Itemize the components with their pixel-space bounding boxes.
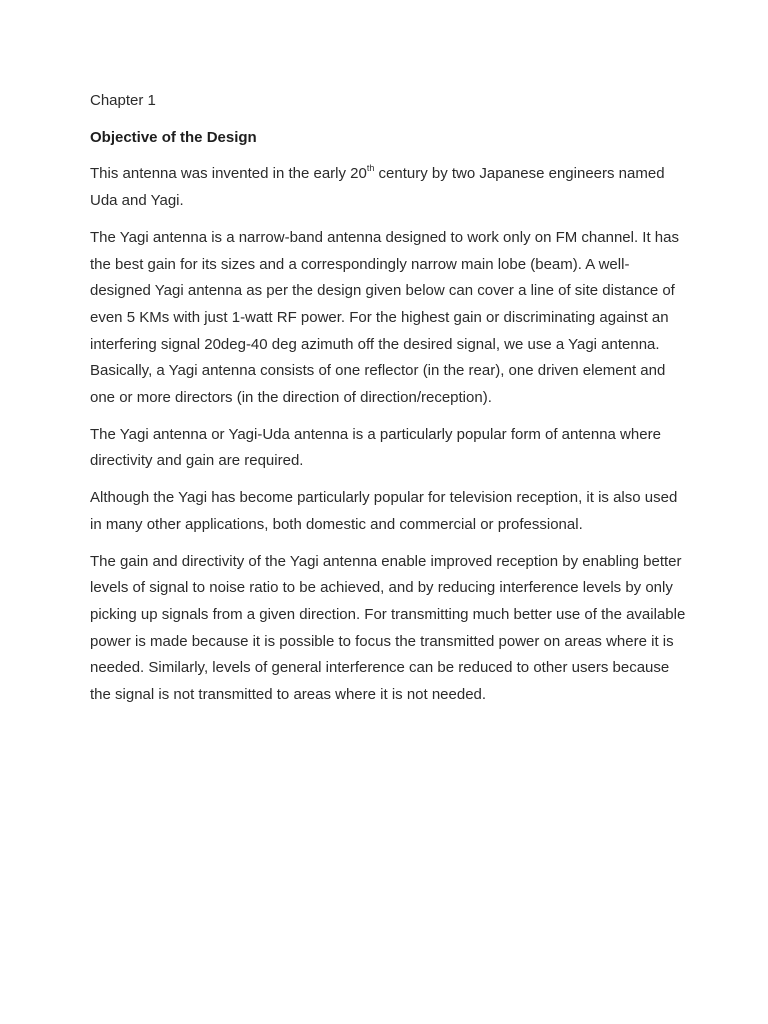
chapter-label: Chapter 1 — [90, 92, 156, 109]
paragraph-yagi-description: The Yagi antenna is a narrow-band antenna designed to work only on FM channel. It has the best gain for its sizes and a correspondingly narrow main lobe (beam). A well-designed Yagi antenna as per the design given below can cover a line of site distance of even 5 KMs with just 1-watt RF power. For the highest gain or discriminating against an interfering signal 20deg-40 deg azimuth off the desired signal, we use a Yagi antenna. Basically, a Yagi antenna consists of one reflector (in the rear), one driven element and one or more directors (in the direction of direction/reception). — [90, 228, 679, 407]
paragraph-television-reception: Although the Yagi has become particularly popular for television reception, it is also used in many other applications, both domestic and commercial or professional. — [90, 489, 678, 533]
intro-text-end: century by two Japanese engineers named Uda and Yagi. — [90, 165, 665, 210]
intro-text-start: This antenna was invented in the early 20 — [90, 165, 367, 183]
paragraph-yagi-uda: The Yagi antenna or Yagi-Uda antenna is a particularly popular form of antenna where directivity and gain are required. — [90, 425, 661, 470]
section-heading: Objective of the Design — [90, 128, 257, 146]
paragraph-gain-directivity: The gain and directivity of the Yagi antenna enable improved reception by enabling better levels of signal to noise ratio to be achieved, and by reducing interference levels by only picking up signals from a given direction. For transmitting much better use of the available power is made because it is possible to focus the transmitted power on areas where it is needed. Similarly, levels of general interference can be reduced to other users because the signal is not transmitted to areas where it is not needed. — [90, 552, 686, 704]
ordinal-superscript: th — [366, 163, 375, 174]
document-body — [90, 88, 690, 719]
intro-paragraph — [90, 161, 690, 214]
